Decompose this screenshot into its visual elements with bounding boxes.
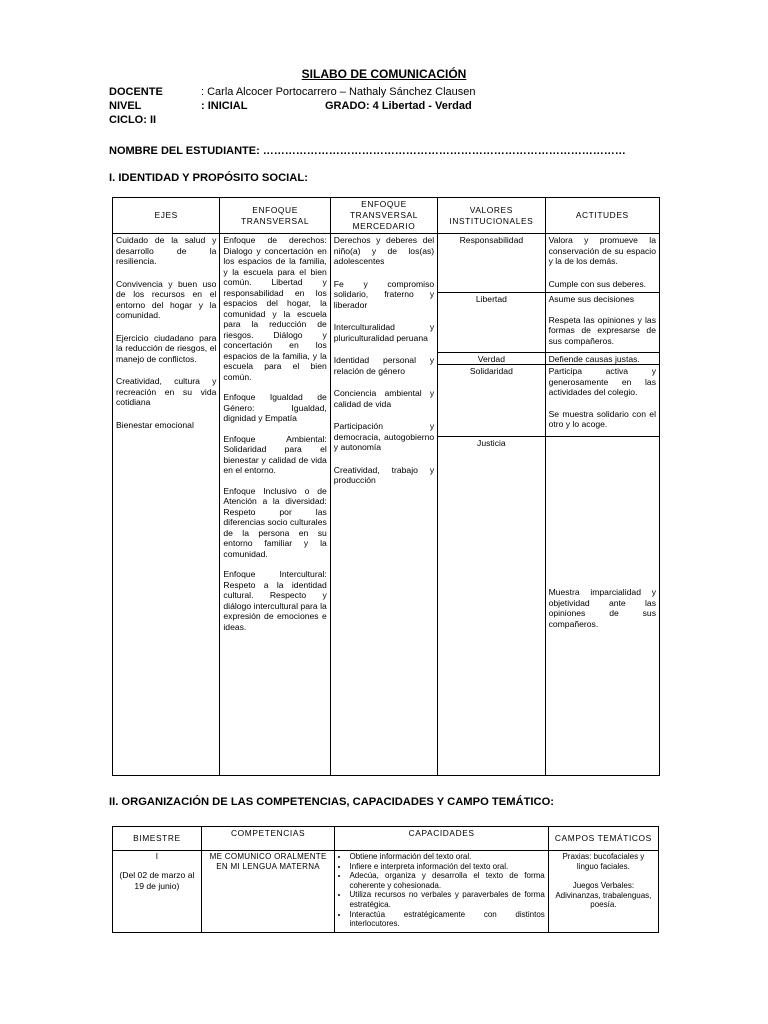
header-campos: CAMPOS TEMÁTICOS [548, 827, 658, 851]
valores-cell [438, 234, 545, 776]
identidad-body-row [113, 234, 660, 776]
nivel-label: NIVEL [109, 100, 142, 112]
mercedario-item: Identidad personal y relación de género [333, 355, 435, 376]
capacidad-item: • Utiliza recursos no verbales y paraverbales de forma estratégica. [349, 890, 544, 909]
enfoque-item: Enfoque Intercultural: Respeto a la identidad cultural. Respecto y diálogo intercultural para la expresión de emociones e ideas. [223, 569, 327, 632]
actitud-item: Valora y promueve la conservación de su espacio y la de los demás. [548, 235, 656, 266]
actitud-item: Muestra imparcialidad y objetividad ante las opiniones de sus compañeros. [548, 587, 656, 629]
header-competencias: COMPETENCIAS [201, 827, 335, 851]
header-bimestre: BIMESTRE [113, 827, 202, 851]
capacidad-item: • Infiere e interpreta información del texto oral. [349, 862, 544, 872]
header-ejes: EJES [113, 198, 220, 234]
nivel-row [109, 100, 472, 113]
enfoque-item: Enfoque Igualdad de Género: Igualdad, dignidad y Empatía [223, 392, 327, 423]
capacidad-item: • Obtiene información del texto oral. [349, 852, 544, 862]
actitud-item: Participa activa y generosamente en las actividades del colegio. [548, 366, 656, 397]
header-valores: VALORES INSTITUCIONALES [438, 198, 545, 234]
docente-row [109, 86, 476, 99]
competencia-cell: ME COMUNICO ORALMENTE EN MI LENGUA MATERNA [201, 851, 335, 933]
enfoques-cell [220, 234, 330, 776]
identidad-header-row [113, 198, 660, 234]
eje-item: Convivencia y buen uso de los recursos en el entorno del hogar y la comunidad. [116, 278, 217, 320]
enfoque-item: Enfoque Ambiental: Solidaridad para el bienestar y calidad de vida en el entorno. [223, 433, 327, 475]
valor-item: Justicia [477, 438, 506, 448]
mercedario-item: Participación y democracia, autogobierno y autonomía [333, 421, 435, 452]
actitud-item: Defiende causas justas. [548, 354, 640, 364]
actitud-item: Asume sus decisiones [548, 294, 635, 304]
docente-label: DOCENTE [109, 86, 163, 98]
nivel-value: : INICIAL [201, 100, 248, 112]
document-title: SILABO DE COMUNICACIÓN [301, 67, 467, 81]
docente-value: : Carla Alcocer Portocarrero – Nathaly Sánchez Clausen [201, 86, 476, 98]
eje-item: Cuidado de la salud y desarrollo de la resiliencia. [116, 235, 217, 266]
capacidad-item: • Adecúa, organiza y desarrolla el texto de forma coherente y cohesionada. [349, 871, 544, 890]
nombre-estudiante: NOMBRE DEL ESTUDIANTE: ……………………………………………………………………………………… [109, 145, 626, 157]
capacidades-cell [335, 851, 548, 933]
actitud-group-libertad [546, 293, 659, 353]
enfoque-item: Enfoque de derechos: Dialogo y concertación en los espacios de la familia, y la escuela para el bien común. Libertad y responsabilidad en los espacios del hogar, la comunidad y la escuela para la reducción de riesgos. Diálogo y concertación en los espacios de la familia, y la escuela para el bien común. [223, 235, 327, 382]
mercedario-cell [330, 234, 437, 776]
eje-item: Creatividad, cultura y recreación en su vida cotidiana [116, 376, 217, 407]
header-enfoque-transversal: ENFOQUE TRANSVERSAL [220, 198, 330, 234]
ejes-cell [113, 234, 220, 776]
section-2-title: II. ORGANIZACIÓN DE LAS COMPETENCIAS, CAPACIDADES Y CAMPO TEMÁTICO: [109, 796, 555, 808]
eje-item: Bienestar emocional [116, 419, 194, 430]
actitud-item: Se muestra solidario con el otro y lo acoge. [548, 408, 656, 429]
header-actitudes: ACTITUDES [545, 198, 659, 234]
capacidades-list [338, 852, 544, 929]
valor-item: Libertad [438, 293, 544, 353]
eje-item: Ejercicio ciudadano para la reducción de riesgos, el manejo de conflictos. [116, 332, 217, 364]
actitud-group-justicia [546, 437, 659, 772]
mercedario-item: Fe y compromiso solidario, fraterno y liberador [333, 278, 435, 310]
competencias-table [112, 826, 659, 933]
competencias-header-row [113, 827, 659, 851]
actitudes-cell [545, 234, 659, 776]
valor-item: Responsabilidad [438, 234, 544, 293]
enfoque-item: Enfoque Inclusivo o de Atención a la diversidad: Respeto por las diferencias socio culturales de la persona en su entorno familiar y la comunidad. [223, 485, 327, 559]
bimestre-number: I [155, 852, 158, 861]
competencias-body-row [113, 851, 659, 933]
actitud-group-solidaridad [546, 365, 659, 437]
campos-cell [548, 851, 658, 933]
valor-item: Solidaridad [438, 365, 544, 437]
bimestre-cell [113, 851, 202, 933]
actitud-item: Cumple con sus deberes. [548, 278, 647, 289]
mercedario-item: Derechos y deberes del niño(a) y de los(as) adolescentes [333, 235, 435, 266]
section-1-title: I. IDENTIDAD Y PROPÓSITO SOCIAL: [109, 172, 308, 184]
identidad-table [112, 197, 660, 776]
campo-item: Praxias: bucofaciales y linguo faciales. [562, 852, 645, 871]
header-capacidades: CAPACIDADES [335, 827, 548, 851]
valor-item: Verdad [438, 353, 544, 365]
header-enfoque-mercedario: ENFOQUE TRANSVERSAL MERCEDARIO [330, 198, 437, 234]
mercedario-item: Conciencia ambiental y calidad de vida [333, 388, 435, 409]
campo-item: Juegos Verbales: Adivinanzas, trabalenguas, poesía. [555, 881, 652, 910]
capacidad-item: • Interactúa estratégicamente con distintos interlocutores. [349, 910, 544, 929]
actitud-item: Respeta las opiniones y las formas de expresarse de sus compañeros. [548, 314, 656, 346]
mercedario-item: Creatividad, trabajo y producción [333, 464, 435, 485]
grado-value: GRADO: 4 Libertad - Verdad [325, 100, 472, 112]
mercedario-item: Interculturalidad y pluriculturalidad peruana [333, 322, 435, 343]
ciclo-row: CICLO: II [109, 114, 157, 126]
bimestre-dates: (Del 02 de marzo al 19 de junio) [119, 869, 195, 891]
actitud-group-verdad [546, 353, 659, 365]
actitud-group-responsabilidad [546, 234, 659, 293]
